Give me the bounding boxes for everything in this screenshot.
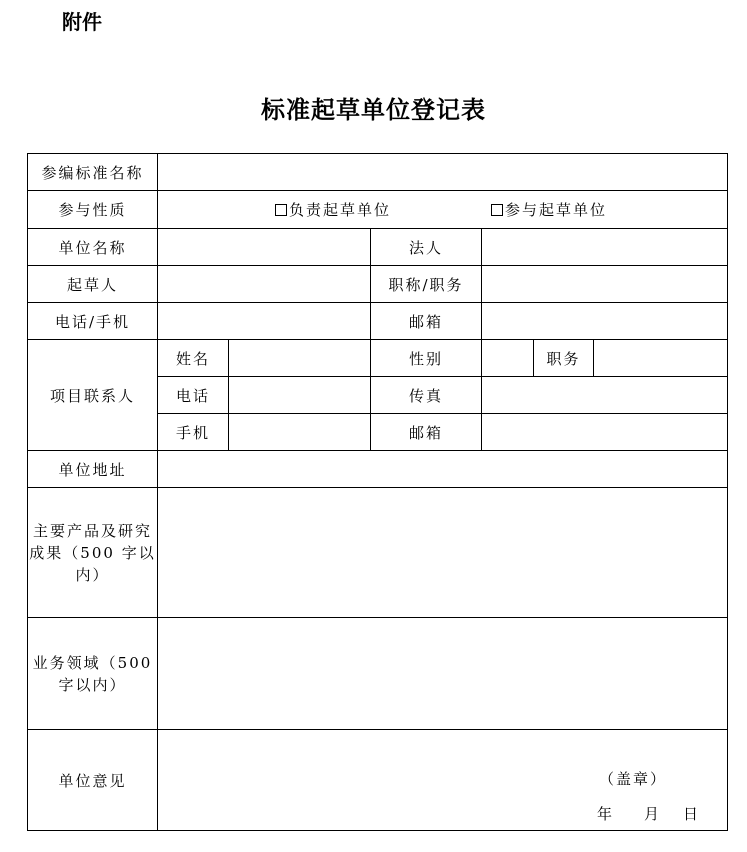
legal-person-field[interactable] (482, 229, 728, 266)
address-label: 单位地址 (28, 451, 158, 488)
contact-mobile-field[interactable] (229, 414, 371, 451)
unit-name-field[interactable] (158, 229, 371, 266)
participation-options (158, 191, 728, 229)
products-label: 主要产品及研究成果（500 字以内） (28, 488, 158, 618)
contact-phone-label: 电话 (158, 377, 229, 414)
address-field[interactable] (158, 451, 728, 488)
contact-position-field[interactable] (594, 340, 728, 377)
business-field[interactable] (158, 618, 728, 730)
phone-mobile-label: 电话/手机 (28, 303, 158, 340)
option-lead[interactable]: 负责起草单位 (275, 199, 391, 220)
date-day: 日 (683, 805, 701, 823)
project-contact-label: 项目联系人 (28, 340, 158, 451)
checkbox-icon[interactable] (491, 204, 503, 216)
contact-phone-field[interactable] (229, 377, 371, 414)
title-position-label: 职称/职务 (371, 266, 482, 303)
option-participate[interactable]: 参与起草单位 (491, 199, 607, 220)
contact-position-label: 职务 (534, 340, 594, 377)
phone-mobile-field[interactable] (158, 303, 371, 340)
seal-label: （盖章） (599, 770, 668, 788)
contact-gender-field[interactable] (482, 340, 534, 377)
contact-name-label: 姓名 (158, 340, 229, 377)
standard-name-field[interactable] (158, 154, 728, 191)
products-field[interactable] (158, 488, 728, 618)
contact-email-field[interactable] (482, 414, 728, 451)
opinion-label: 单位意见 (28, 730, 158, 831)
contact-fax-field[interactable] (482, 377, 728, 414)
opinion-field[interactable] (158, 730, 728, 831)
date-month: 月 (644, 805, 662, 823)
email-label: 邮箱 (371, 303, 482, 340)
contact-email-label: 邮箱 (371, 414, 482, 451)
business-label: 业务领域（500 字以内） (28, 618, 158, 730)
attachment-label: 附件 (62, 10, 102, 34)
unit-name-label: 单位名称 (28, 229, 158, 266)
participation-label: 参与性质 (28, 191, 158, 229)
drafter-field[interactable] (158, 266, 371, 303)
form-title: 标准起草单位登记表 (261, 95, 486, 124)
checkbox-icon[interactable] (275, 204, 287, 216)
title-position-field[interactable] (482, 266, 728, 303)
drafter-label: 起草人 (28, 266, 158, 303)
email-field[interactable] (482, 303, 728, 340)
legal-person-label: 法人 (371, 229, 482, 266)
contact-gender-label: 性别 (371, 340, 482, 377)
standard-name-label: 参编标准名称 (28, 154, 158, 191)
date-line (597, 803, 700, 824)
contact-name-field[interactable] (229, 340, 371, 377)
contact-mobile-label: 手机 (158, 414, 229, 451)
contact-fax-label: 传真 (371, 377, 482, 414)
registration-table (27, 153, 728, 831)
date-year: 年 (597, 805, 615, 823)
